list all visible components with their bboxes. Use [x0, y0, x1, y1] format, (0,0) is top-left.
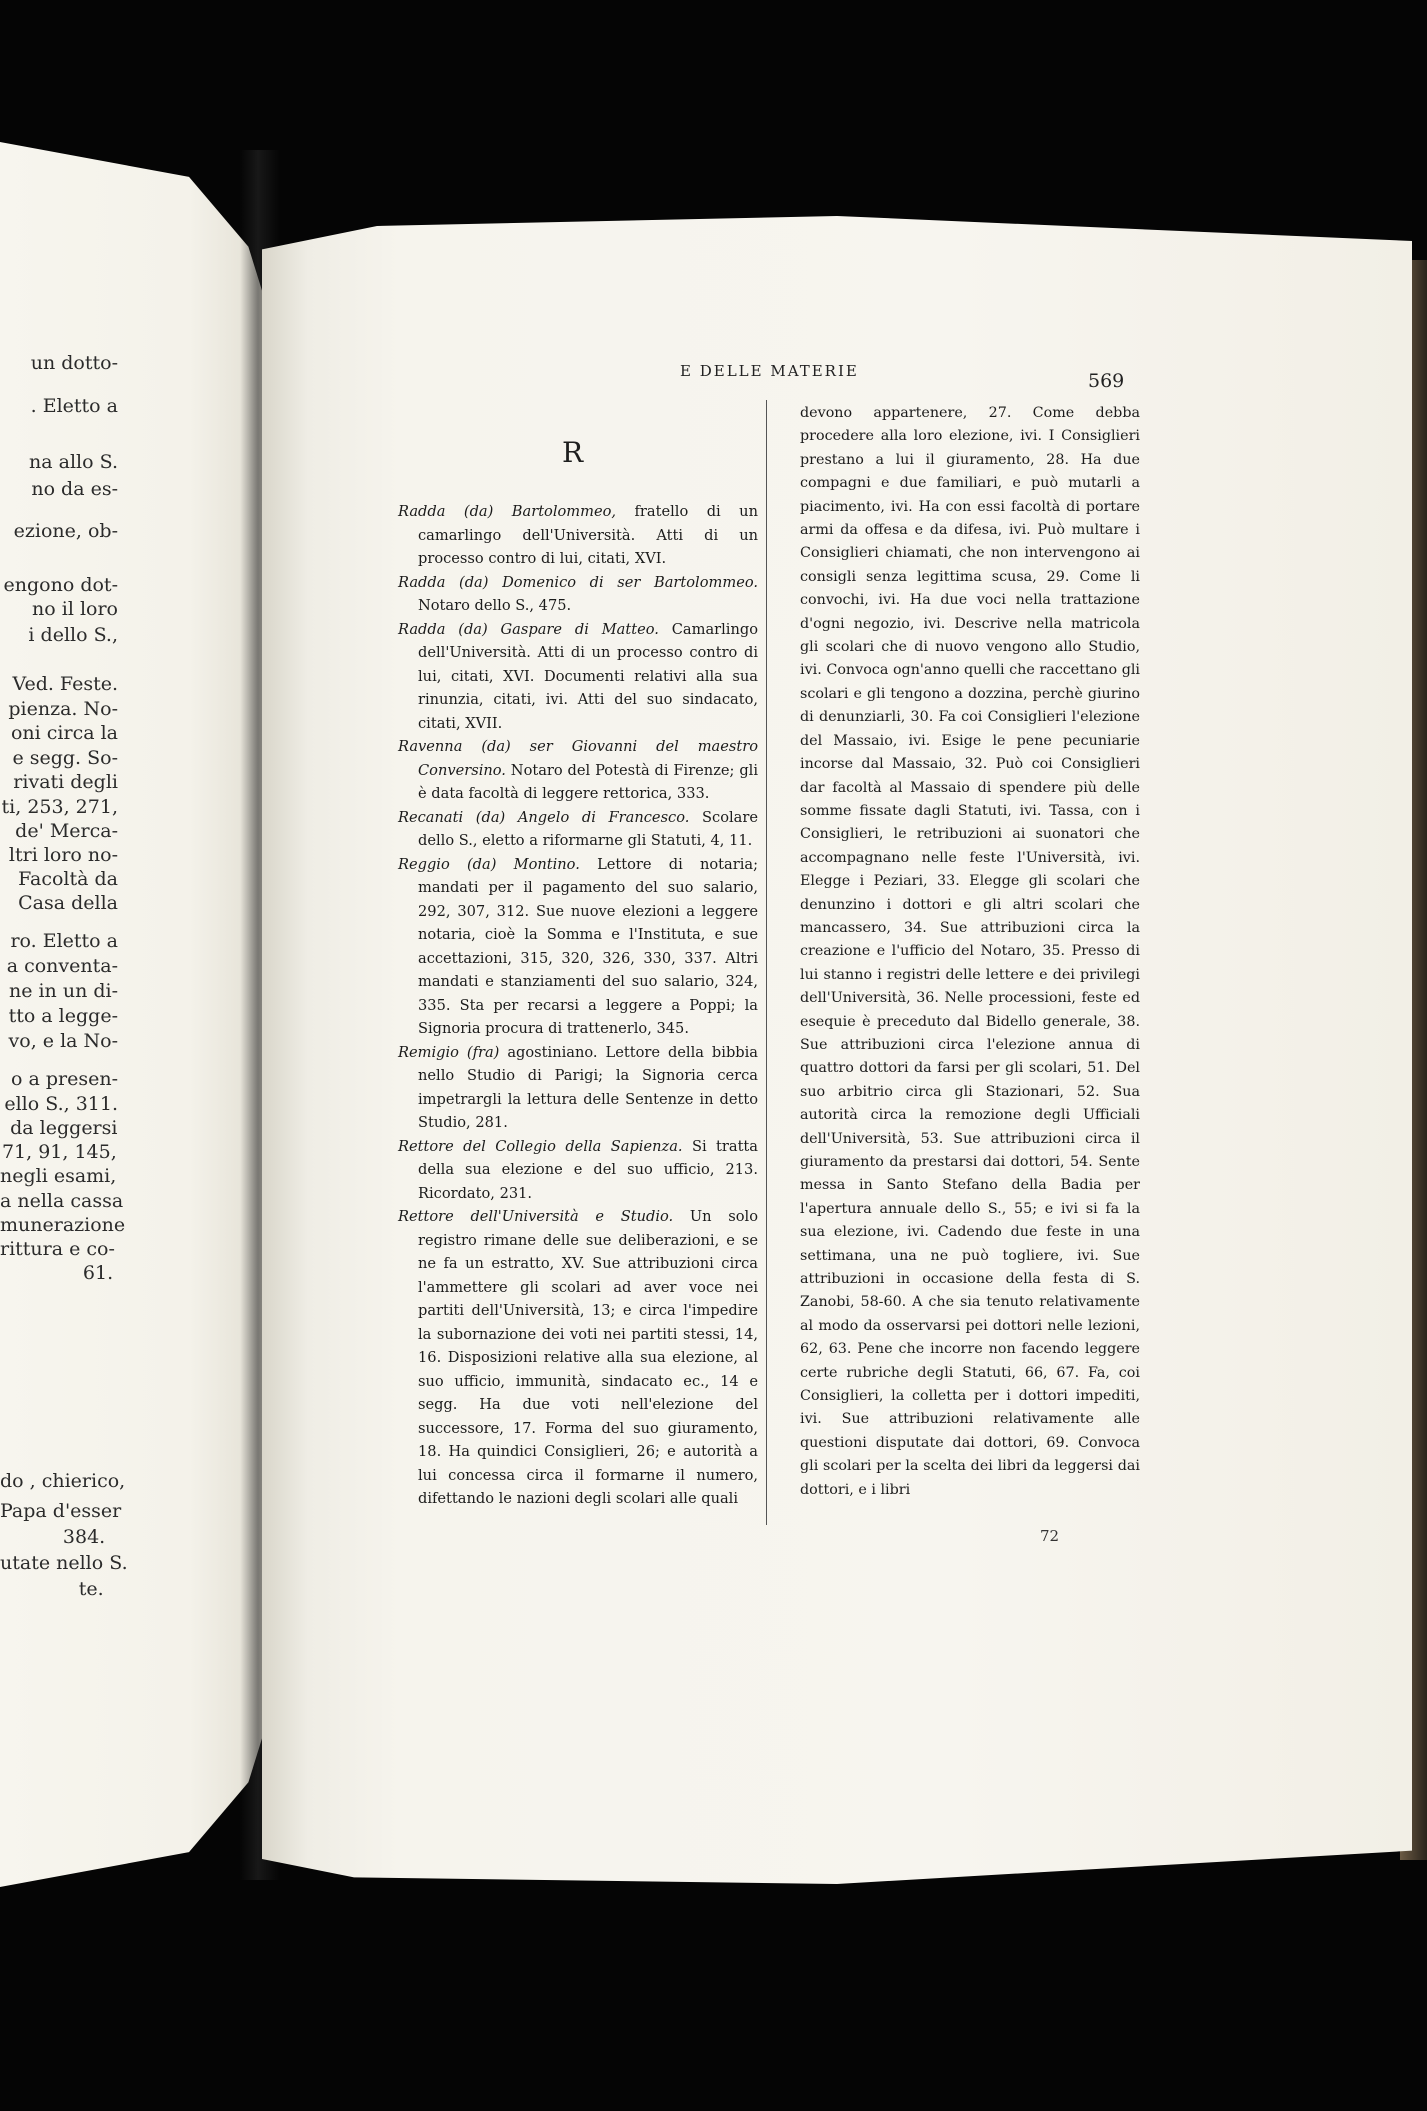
left-page-line: ezione, ob-	[13, 520, 118, 542]
entry-text: agostiniano. Lettore della bibbia nello Studio di Parigi; la Signoria cerca impetrargli la lettura delle Sentenze in detto Studio, 281.	[418, 1043, 758, 1131]
index-column-left	[398, 500, 758, 1511]
left-page-line: o a presen-	[11, 1068, 118, 1090]
left-page-line: tto a legge-	[8, 1005, 118, 1027]
entry-headword: Radda (da) Gaspare di Matteo.	[398, 620, 659, 638]
index-entry	[398, 806, 758, 853]
entry-headword: Radda (da) Bartolommeo,	[398, 503, 617, 520]
left-page-line: . Eletto a	[30, 395, 118, 417]
left-page-line: un dotto-	[30, 352, 118, 374]
left-page-line: 71, 91, 145,	[1, 1141, 117, 1163]
entry-text: Notaro del Potestà di Firenze; gli è data facoltà di leggere rettorica, 333.	[418, 761, 758, 802]
left-page-line: pienza. No-	[8, 698, 118, 720]
left-page-line: Papa d'esser	[0, 1500, 122, 1522]
index-entry	[398, 500, 758, 571]
left-page-line: munerazione	[0, 1214, 126, 1236]
left-page-line: da leggersi	[10, 1117, 118, 1139]
left-page-line: engono dot-	[3, 574, 118, 596]
entry-text: Notaro dello S., 475.	[418, 597, 572, 614]
index-entry	[398, 571, 758, 618]
entry-text: Scolare dello S., eletto a riformarne gli Statuti, 4, 11.	[418, 808, 758, 849]
column-rule	[766, 400, 767, 1525]
entry-text: Lettore di notaria; mandati per il pagamento del suo salario, 292, 307, 312. Sue nuove elezioni a leggere notaria, cioè la Somma e l'Instituta, e sue accettazioni, 315, 320, 326, 330, 337. Altri mandati e stanziamenti del suo salario, 324, 335. Sta per recarsi a leggere a Poppi; la Signoria procura di trattenerlo, 345.	[418, 855, 758, 1037]
index-column-right	[800, 402, 1140, 1502]
left-page-line: negli esami,	[0, 1165, 117, 1187]
entry-headword: Reggio (da) Montino.	[398, 855, 580, 873]
continued-entry-text: devono appartenere, 27. Come debba procedere alla loro elezione, ivi. I Consiglieri prestano a lui il giuramento, 28. Ha due compagni e due familiari, e può mutarli a piacimento, ivi. Ha con essi facoltà di portare armi da offesa e da difesa, ivi. Può multare i Consiglieri chiamati, che non intervengono ai consigli senza legittima scusa, 29. Come li convochi, ivi. Ha due voci nella trattazione d'ogni negozio, ivi. Descrive nella matricola gli scolari che di nuovo vengono allo Studio, ivi. Convoca ogn'anno quelli che raccettano gli scolari e gli tengono a dozzina, perchè giurino di denunziarli, 30. Fa coi Consiglieri l'elezione del Massaio, ivi. Esige le pene pecuniarie incorse dal Massaio, 32. Può coi Consiglieri dar facoltà al Massaio di spendere più delle somme fissate dagli Statuti, ivi. Tassa, con i Consiglieri, le retribuzioni ai suonatori che accompagnano nelle feste l'Università, ivi. Elegge i Peziari, 33. Elegge gli scolari che denunzino i dottori e gli altri scolari che mancassero, 34. Sue attribuzioni circa la creazione e l'ufficio del Notaro, 35. Presso di lui stanno i registri delle lettere e dei privilegi dell'Università, 36. Nelle processioni, feste ed esequie è preceduto dal Bidello generale, 38. Sue attribuzioni circa l'elezione annua di quattro dottori da farsi per gli scolari, 51. Del suo arbitrio circa gli Stazionari, 52. Sua autorità circa la remozione degli Ufficiali dell'Università, 53. Sue attribuzioni circa il giuramento da prestarsi dai dottori, 54. Sente messa in Santo Stefano della Badia per l'apertura annuale dello S., 55; e ivi si fa la sua elezione, ivi. Cadendo due feste in una settimana, una ne può togliere, ivi. Sue attribuzioni in occasione della festa di S. Zanobi, 58-60. A che sia tenuto relativamente al modo da osservarsi pei dottori nelle lezioni, 62, 63. Pene che incorre non facendo leggere certe rubriche degli Statuti, 66, 67. Fa, coi Consiglieri, la colletta per i dottori impediti, ivi. Sue attribuzioni relativamente alle questioni disputate dai dottori, 69. Convoca gli scolari per la scelta dei libri da leggersi dai dottori, e i libri	[800, 405, 1140, 1498]
left-page-line: ello S., 311.	[4, 1093, 118, 1115]
left-page-line: ltri loro no-	[8, 844, 118, 866]
page-number: 569	[1088, 370, 1125, 392]
left-page-line: e segg. So-	[12, 747, 118, 769]
running-head: E DELLE MATERIE	[680, 362, 859, 380]
left-page-line: na allo S.	[29, 451, 118, 473]
left-page-line: ne in un di-	[8, 980, 118, 1002]
left-page-line: vo, e la No-	[8, 1030, 118, 1052]
entry-headword: Remigio (fra)	[398, 1043, 500, 1061]
index-entry	[398, 735, 758, 806]
left-page-line: Ved. Feste.	[12, 673, 118, 695]
entry-headword: Recanati (da) Angelo di Francesco.	[398, 808, 690, 826]
entry-headword: Rettore del Collegio della Sapienza.	[398, 1137, 683, 1155]
left-page-line: i dello S.,	[28, 624, 118, 646]
left-page-line: no il loro	[32, 598, 118, 620]
entry-text: Un solo registro rimane delle sue deliberazioni, e se ne fa un estratto, XV. Sue attribuzioni circa l'ammettere gli scolari ad aver voce nei partiti dell'Università, 13; e circa l'impedire la subornazione dei voti nei partiti stessi, 14, 16. Disposizioni relative alla sua elezione, al suo ufficio, immunità, sindacato ec., 14 e segg. Ha due voti nell'elezione del successore, 17. Forma del suo giuramento, 18. Ha quindici Consiglieri, 26; e autorità a lui concessa circa il formarne il numero, difettando le nazioni degli scolari alle quali	[418, 1208, 758, 1507]
entry-headword: Ravenna (da) ser Giovanni del maestro Conversino.	[398, 738, 758, 779]
index-entry	[398, 1041, 758, 1135]
left-page-line: te.	[78, 1578, 104, 1600]
left-page-line: 384.	[62, 1526, 106, 1548]
left-page-line: ro. Eletto a	[10, 930, 118, 952]
entry-text: Si tratta della sua elezione e del suo ufficio, 213. Ricordato, 231.	[418, 1137, 758, 1202]
entry-text: Camarlingo dell'Università. Atti di un processo contro di lui, citati, XVI. Documenti relativi alla sua rinunzia, citati, ivi. Atti del suo sindacato, citati, XVII.	[418, 620, 758, 732]
index-entry	[398, 1135, 758, 1206]
entry-headword: Rettore dell'Università e Studio.	[398, 1208, 674, 1225]
left-page-line: a conventa-	[6, 955, 118, 977]
signature-mark: 72	[1040, 1527, 1060, 1545]
left-page-line: no da es-	[31, 478, 118, 500]
index-entry	[398, 1205, 758, 1511]
entry-text: fratello di un camarlingo dell'Università. Atti di un processo contro di lui, citati, XVI.	[418, 503, 758, 567]
left-page-line: rivati degli	[13, 771, 118, 793]
section-letter: R	[562, 436, 584, 469]
left-page-line: de' Merca-	[15, 820, 118, 842]
left-page-line: oni circa la	[10, 722, 118, 744]
left-page-line: Casa della	[18, 892, 118, 914]
index-entry	[398, 618, 758, 736]
left-page-line: ti, 253, 271,	[1, 796, 118, 818]
left-page-line: do , chierico,	[0, 1470, 126, 1492]
left-page-line: 61.	[82, 1262, 114, 1284]
left-page-line: a nella cassa	[0, 1190, 124, 1212]
index-entry	[398, 853, 758, 1041]
left-page-line: Facoltà da	[18, 868, 118, 890]
left-page-line: rittura e co-	[0, 1238, 115, 1260]
left-page-line: utate nello S.	[0, 1552, 128, 1574]
entry-headword: Radda (da) Domenico di ser Bartolommeo.	[398, 573, 758, 591]
